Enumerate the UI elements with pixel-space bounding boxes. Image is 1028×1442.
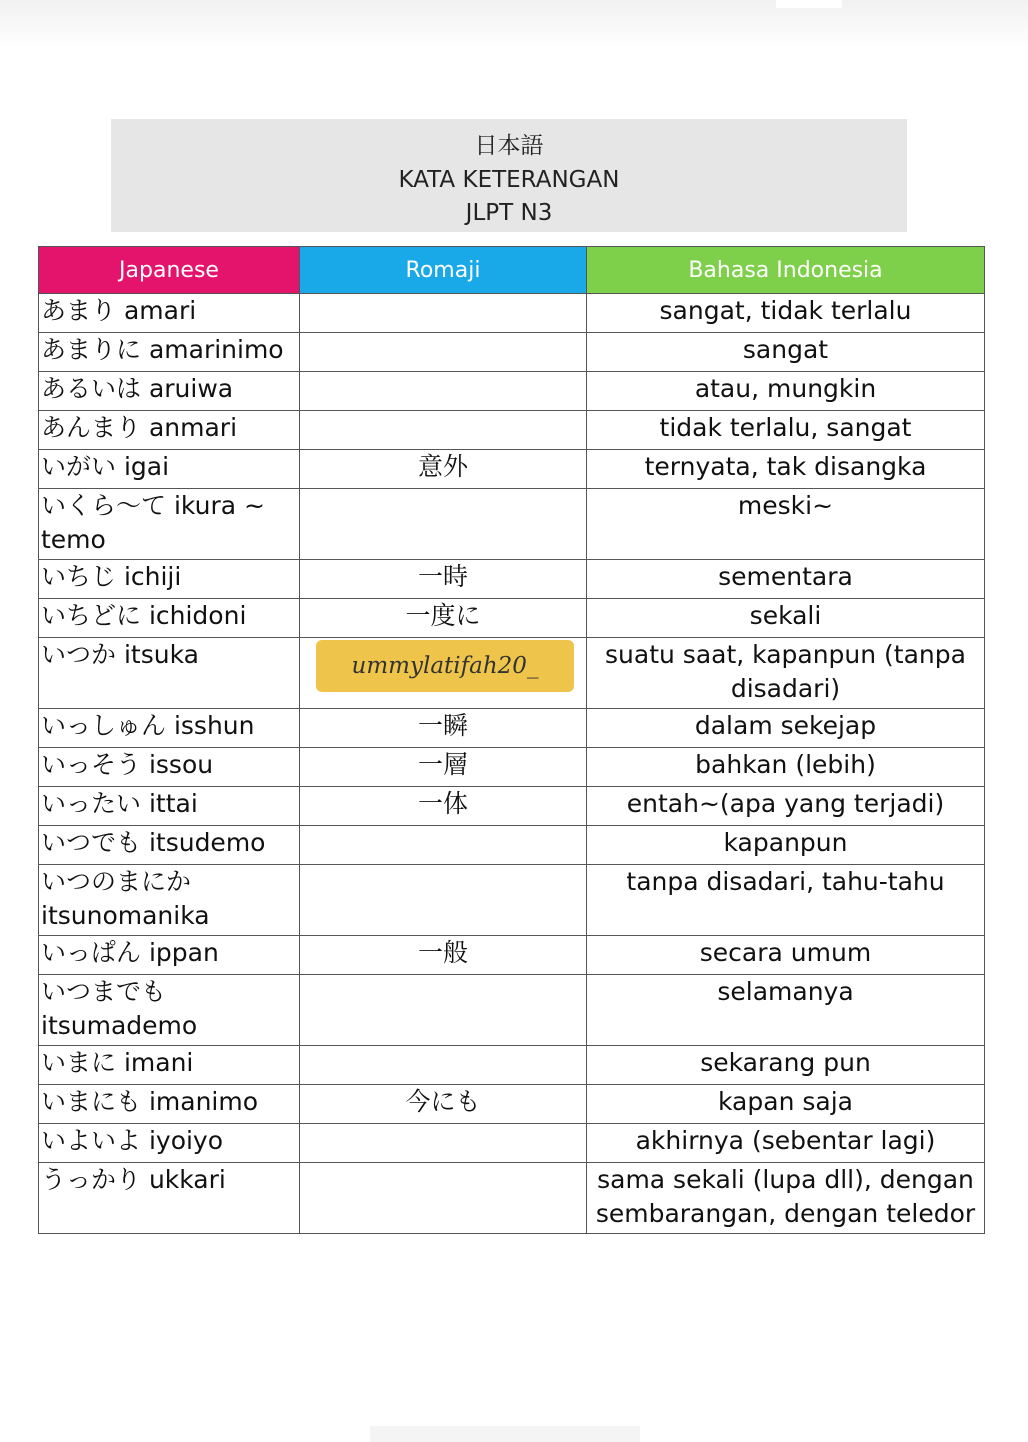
cell-romaji — [300, 1163, 587, 1234]
top-status-area — [0, 0, 1028, 48]
cell-japanese: あるいは aruiwa — [39, 372, 300, 411]
cell-romaji — [300, 975, 587, 1046]
cell-romaji — [300, 411, 587, 450]
cell-indonesian: suatu saat, kapanpun (tanpa disadari) — [587, 638, 985, 709]
cell-japanese: いっそう issou — [39, 748, 300, 787]
table-row — [39, 975, 985, 1046]
cell-romaji — [300, 294, 587, 333]
watermark-label: ummylatifah20_ — [316, 640, 574, 692]
cell-japanese: いちじ ichiji — [39, 560, 300, 599]
cell-japanese: あんまり anmari — [39, 411, 300, 450]
cell-japanese: あまりに amarinimo — [39, 333, 300, 372]
cell-indonesian: meski~ — [587, 489, 985, 560]
cell-indonesian: tidak terlalu, sangat — [587, 411, 985, 450]
cell-romaji — [300, 333, 587, 372]
cell-japanese: いちどに ichidoni — [39, 599, 300, 638]
cell-romaji — [300, 489, 587, 560]
cell-japanese: いつでも itsudemo — [39, 826, 300, 865]
cell-japanese: いまにも imanimo — [39, 1085, 300, 1124]
cell-romaji — [300, 638, 587, 709]
cell-japanese: いつか itsuka — [39, 638, 300, 709]
cell-indonesian: sekarang pun — [587, 1046, 985, 1085]
cell-indonesian: bahkan (lebih) — [587, 748, 985, 787]
bottom-edge — [370, 1426, 640, 1442]
cell-romaji: 一度に — [300, 599, 587, 638]
cell-indonesian: atau, mungkin — [587, 372, 985, 411]
table-row — [39, 560, 985, 599]
cell-indonesian: entah~(apa yang terjadi) — [587, 787, 985, 826]
cell-indonesian: sangat — [587, 333, 985, 372]
cell-indonesian: selamanya — [587, 975, 985, 1046]
cell-japanese: いっぱん ippan — [39, 936, 300, 975]
cell-romaji: 一体 — [300, 787, 587, 826]
document-header — [111, 119, 907, 232]
table-row — [39, 450, 985, 489]
cell-romaji — [300, 372, 587, 411]
table-row — [39, 1046, 985, 1085]
header-subtitle: JLPT N3 — [465, 200, 553, 226]
table-row — [39, 638, 985, 709]
cell-indonesian: kapan saja — [587, 1085, 985, 1124]
table-row — [39, 865, 985, 936]
cell-japanese: いっしゅん isshun — [39, 709, 300, 748]
column-header-romaji: Romaji — [300, 247, 587, 294]
cell-romaji: 一般 — [300, 936, 587, 975]
column-header-japanese: Japanese — [39, 247, 300, 294]
cell-indonesian: sekali — [587, 599, 985, 638]
cell-japanese: あまり amari — [39, 294, 300, 333]
column-header-indonesian: Bahasa Indonesia — [587, 247, 985, 294]
cell-romaji: 意外 — [300, 450, 587, 489]
cell-japanese: いくら～て ikura ~ temo — [39, 489, 300, 560]
table-row — [39, 333, 985, 372]
top-notch — [776, 0, 842, 8]
table-row — [39, 936, 985, 975]
cell-indonesian: tanpa disadari, tahu-tahu — [587, 865, 985, 936]
table-row — [39, 748, 985, 787]
cell-indonesian: sementara — [587, 560, 985, 599]
cell-indonesian: akhirnya (sebentar lagi) — [587, 1124, 985, 1163]
table-row — [39, 489, 985, 560]
header-language: 日本語 — [474, 133, 544, 159]
cell-indonesian: ternyata, tak disangka — [587, 450, 985, 489]
cell-romaji: 一瞬 — [300, 709, 587, 748]
cell-romaji — [300, 865, 587, 936]
table-header-row — [39, 247, 985, 294]
cell-romaji — [300, 826, 587, 865]
table-row — [39, 599, 985, 638]
cell-indonesian: sama sekali (lupa dll), dengan sembarangan, dengan teledor — [587, 1163, 985, 1234]
cell-indonesian: dalam sekejap — [587, 709, 985, 748]
cell-indonesian: kapanpun — [587, 826, 985, 865]
cell-romaji: 一層 — [300, 748, 587, 787]
header-title: KATA KETERANGAN — [398, 167, 620, 193]
cell-japanese: うっかり ukkari — [39, 1163, 300, 1234]
cell-romaji — [300, 1124, 587, 1163]
cell-japanese: いったい ittai — [39, 787, 300, 826]
table-row — [39, 787, 985, 826]
cell-japanese: いよいよ iyoiyo — [39, 1124, 300, 1163]
table-row — [39, 411, 985, 450]
table-row — [39, 826, 985, 865]
cell-indonesian: secara umum — [587, 936, 985, 975]
cell-romaji: 今にも — [300, 1085, 587, 1124]
cell-indonesian: sangat, tidak terlalu — [587, 294, 985, 333]
cell-japanese: いがい igai — [39, 450, 300, 489]
table-row — [39, 1163, 985, 1234]
table-row — [39, 1124, 985, 1163]
table-row — [39, 1085, 985, 1124]
cell-romaji — [300, 1046, 587, 1085]
table-row — [39, 372, 985, 411]
cell-japanese: いつのまにか itsunomanika — [39, 865, 300, 936]
table-row — [39, 294, 985, 333]
cell-romaji: 一時 — [300, 560, 587, 599]
cell-japanese: いつまでも itsumademo — [39, 975, 300, 1046]
vocabulary-table — [38, 246, 985, 1234]
cell-japanese: いまに imani — [39, 1046, 300, 1085]
table-row — [39, 709, 985, 748]
